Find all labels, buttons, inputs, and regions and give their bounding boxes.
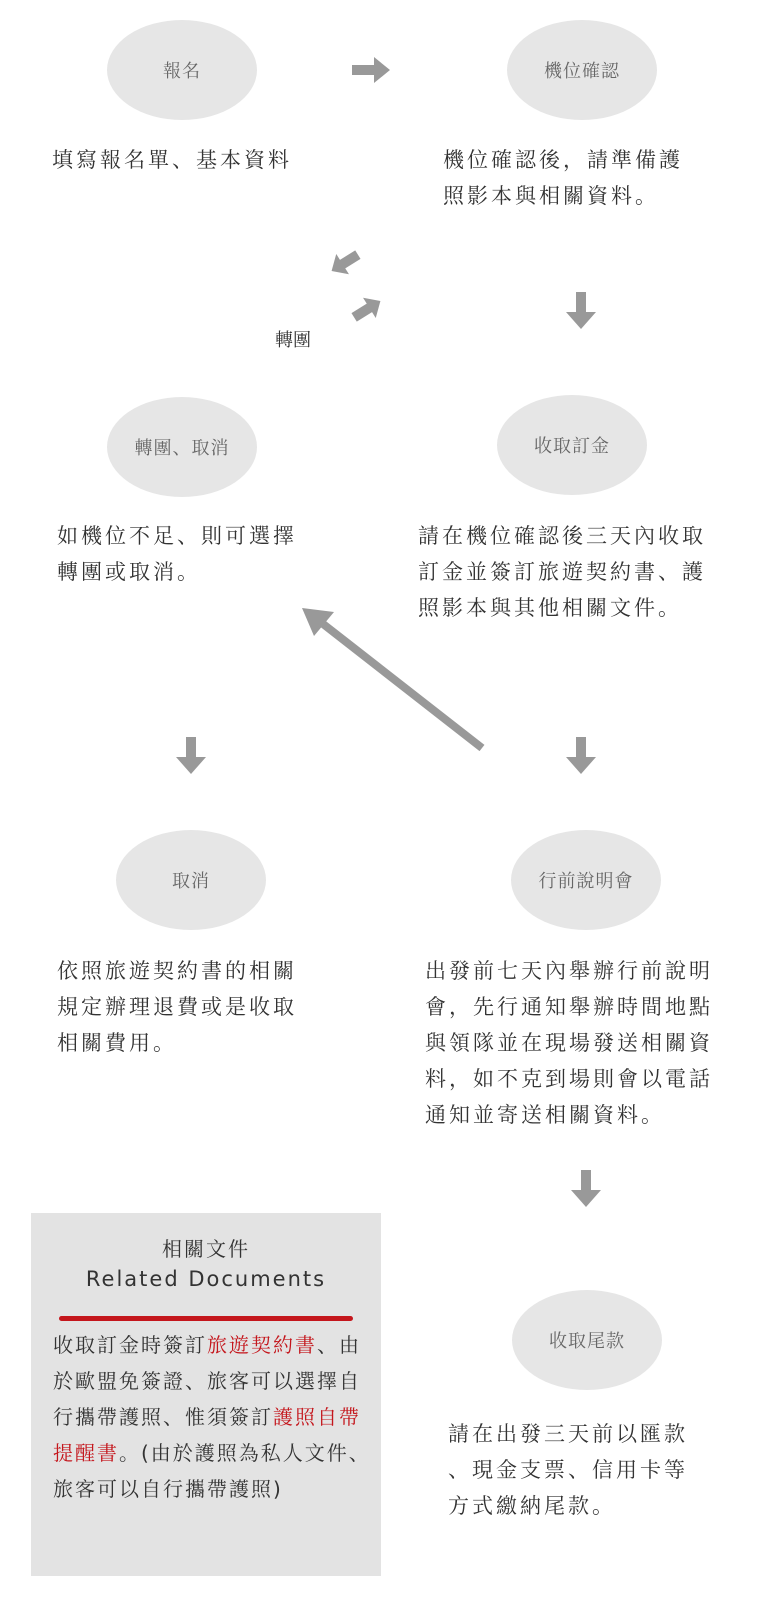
step-signup-oval: 報名	[107, 20, 257, 120]
related-text-3: 。(由於護照為私人文件、旅客可以自行攜帶護照)	[53, 1441, 371, 1501]
passport-reminder-link[interactable]: 護照自帶提醒書	[53, 1405, 361, 1465]
contract-link[interactable]: 旅遊契約書	[207, 1333, 317, 1357]
related-title-en: Related Documents	[85, 1267, 327, 1291]
step-final-payment-desc: 請在出發三天前以匯款 、現金支票、信用卡等 方式繳納尾款。	[448, 1422, 688, 1518]
related-text-1: 收取訂金時簽訂	[53, 1333, 207, 1357]
step-transfer-cancel-desc: 如機位不足、則可選擇 轉團或取消。	[57, 524, 297, 584]
arrow-up-right	[346, 294, 386, 326]
step-briefing-oval: 行前說明會	[511, 830, 661, 930]
step-seat-confirm-oval: 機位確認	[507, 20, 657, 120]
arrow-diagonal-long	[296, 602, 491, 754]
step-final-payment-oval: 收取尾款	[512, 1290, 662, 1390]
step-deposit-oval: 收取訂金	[497, 395, 647, 495]
arrow-down-4	[569, 1170, 603, 1208]
arrow-down-left	[326, 246, 366, 278]
arrow-down-1	[564, 292, 598, 330]
related-text-2: 、由於歐盟免簽證、旅客可以選擇自行攜帶護照、惟須簽訂	[53, 1333, 361, 1429]
related-text	[53, 1327, 373, 1507]
related-documents-box	[31, 1213, 381, 1576]
arrow-right	[352, 54, 392, 86]
step-signup-desc: 填寫報名單、基本資料	[52, 148, 292, 172]
arrow-down-3	[564, 737, 598, 775]
step-transfer-cancel-oval: 轉團、取消	[107, 397, 257, 497]
step-cancel-oval: 取消	[116, 830, 266, 930]
arrow-down-2	[174, 737, 208, 775]
step-deposit-desc: 請在機位確認後三天內收取 訂金並簽訂旅遊契約書、護 照影本與其他相關文件。	[418, 524, 706, 620]
related-divider	[59, 1316, 353, 1321]
step-cancel-desc: 依照旅遊契約書的相關 規定辦理退費或是收取 相關費用。	[57, 959, 297, 1055]
transfer-label: 轉團	[275, 330, 311, 351]
step-briefing-desc: 出發前七天內舉辦行前說明 會，先行通知舉辦時間地點 與領隊並在現場發送相關資 料，如不克到場則會以電話 通知並寄送相關資料。	[425, 959, 713, 1127]
step-seat-confirm-desc: 機位確認後，請準備護 照影本與相關資料。	[443, 148, 683, 208]
related-title-zh: 相關文件	[162, 1237, 250, 1261]
